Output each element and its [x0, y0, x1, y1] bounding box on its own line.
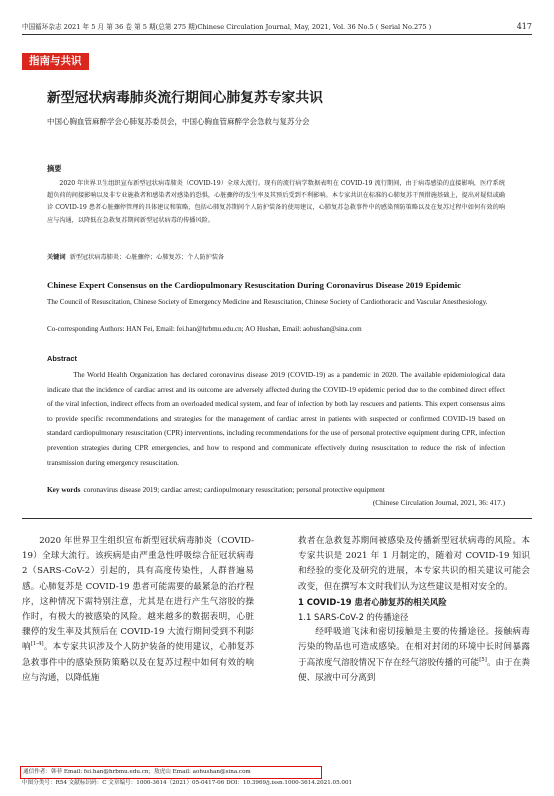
section-heading: 1 COVID-19 患者心肺复苏的相关风险	[298, 596, 447, 607]
body-paragraph	[22, 534, 254, 686]
english-keywords-label: Key words	[47, 485, 81, 494]
body-text: 2020 年世界卫生组织宣布新型冠状病毒肺炎（COVID-19）全球大流行。该疾病是由严重急性呼吸综合征冠状病毒 2（SARS-CoV-2）引起的，具有高度传染性，人群普遍易感。心肺复苏是 COVID-19 患者可能需要的最紧急的治疗程序，这种情况下需特别注意，尤其是在进行产生气溶胶的操作时，有极大的被感染的风险。越来越多的数据表明，心脏骤停的发生率及其预后在 COVID-19 大流行期间受到不利影响	[22, 536, 254, 653]
chinese-keywords	[47, 252, 505, 264]
section-tag: 指南与共识	[22, 53, 89, 70]
chinese-keywords-label: 关键词	[47, 254, 66, 261]
english-corresponding-authors: Co-corresponding Authors: HAN Fei, Email: fei.han@hrbmu.edu.cn; AO Hushan, Email: aohushan@sina.com	[47, 325, 362, 333]
body-paragraph	[298, 625, 530, 686]
english-abstract-text: The World Health Organization has declared coronavirus disease 2019 (COVID-19) as a pandemic in 2020. The available epidemiological data indicate that the incidence of cardiac arrest and its outcome are adversely affected during the COVID-19 epidemic period due to the combined direct effect of the viral infection, indirect effects from an overloaded medical system, and fear of infection by both lay rescuers and patients. This expert consensus aims to provide specific recommendations and strategies for the management of cardiac arrest in patients with suspected or confirmed COVID-19 based on standard cardiopulmonary resuscitation (CPR) interventions, including recommendations for the use of personal protective equipment during CPR, infection prevention strategies during CPR emergencies, and how to respond and communicate effectively during resuscitation to reduce the risk of infection transmission during emergency resuscitation.	[47, 370, 505, 467]
section-divider	[22, 518, 532, 519]
english-keywords	[47, 485, 505, 494]
page-number: 417	[516, 22, 532, 31]
chinese-authors: 中国心胸血管麻醉学会心肺复苏委员会，中国心胸血管麻醉学会急救与复苏分会	[47, 117, 310, 126]
subsection-heading: 1.1 SARS-CoV-2 的传播途径	[298, 612, 409, 623]
body-text: 。本专家共识涉及个人防护装备的使用建议，心肺复苏急救事件中的感染预防策略以及在复苏过程中如何有效的响应与沟通，以降低施	[22, 642, 254, 683]
chinese-abstract-text: 2020 年世界卫生组织宣布新型冠状病毒肺炎（COVID-19）全球大流行。现有的流行病学数据表明在 COVID-19 流行期间，由于病毒感染的直接影响，医疗系统超负荷的间接影响以及非专业施救者和感染者对感染的恐惧，心脏骤停的发生率及其预后受到不利影响。本专家共识在标准的心肺复苏干预措施基础上，提出对疑似或确诊 COVID-19 患者心脏骤停管理的具体建议和策略，包括心肺复苏期间个人防护装备的使用建议，心肺复苏急救事件中的感染预防策略以及在复苏过程中如何有效的响应与沟通，以降低在急救复苏期间新型冠状病毒的传播风险。	[47, 180, 505, 224]
reference-marker: [1-4]	[30, 641, 44, 648]
chinese-keywords-text: 新型冠状病毒肺炎；心脏骤停；心肺复苏；个人防护装备	[69, 254, 225, 261]
running-title: 中国循环杂志 2021 年 5 月 第 36 卷 第 5 期(总第 275 期)Chinese Circulation Journal, May, 2021, Vol. 36 No.5 ( Serial No.275 )	[22, 23, 432, 31]
running-header	[22, 20, 532, 35]
english-affiliation: The Council of Resuscitation, Chinese Society of Emergency Medicine and Resuscitation, Chinese Society of Cardiothoracic and Vascular Anesthesiology.	[47, 298, 488, 306]
body-text: 经呼吸道飞沫和密切接触是主要的传播途径。接触病毒污染的物品也可造成感染。在相对封闭的环境中长时间暴露于高浓度气溶胶情况下存在经气溶胶传播的可能	[298, 627, 530, 668]
english-abstract-heading: Abstract	[47, 354, 77, 363]
body-right-column	[298, 534, 530, 686]
english-title: Chinese Expert Consensus on the Cardiopulmonary Resuscitation During Coronavirus Disease 2019 Epidemic	[47, 280, 462, 290]
chinese-title: 新型冠状病毒肺炎流行期间心肺复苏专家共识	[47, 90, 323, 106]
english-keywords-text: coronavirus disease 2019; cardiac arrest; cardiopulmonary resuscitation; personal protective equipment	[83, 485, 385, 494]
body-left-column	[22, 534, 254, 686]
english-citation: (Chinese Circulation Journal, 2021, 36: 417.)	[372, 498, 505, 507]
corresponding-author-footnote: 通信作者：韩菲 Email: fei.han@hrbmu.edu.cn；敖虎山 Email: aohushan@sina.com	[23, 769, 251, 775]
classification-line: 中图分类号：R54 文献标识码：C 文章编号：1000-3614（2021）05-0417-06 DOI：10.3969/j.issn.1000-3614.2021.05.001	[22, 780, 353, 786]
body-paragraph: 救者在急救复苏期间被感染及传播新型冠状病毒的风险。本专家共识是 2021 年 1 月制定的，随着对 COVID-19 知识和经验的变化及研究的进展，本专家共识的相关建议可能会改变，但在撰写本文时我们认为这些建议是相对安全的。	[298, 536, 530, 592]
chinese-abstract-heading: 摘要	[47, 164, 62, 173]
reference-marker: [5]	[479, 656, 487, 663]
body-text: 。由于在粪便、尿液中可分离到	[298, 657, 530, 683]
